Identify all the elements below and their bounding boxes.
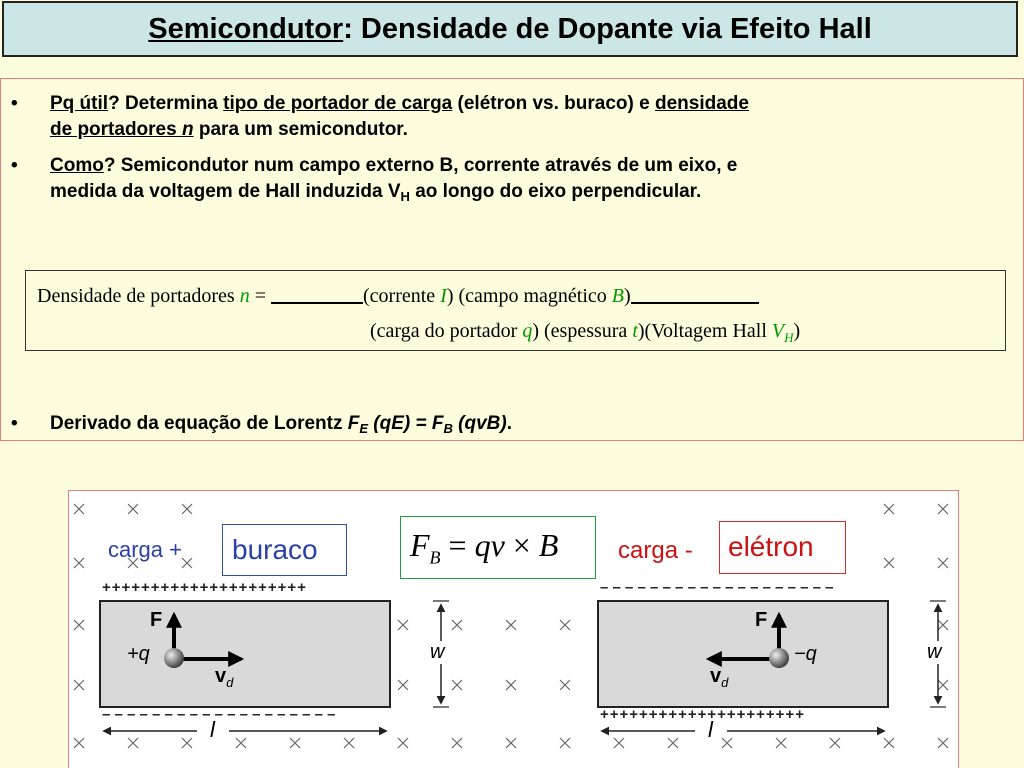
var-F: F	[347, 413, 360, 434]
var-q: q	[522, 320, 533, 342]
bullet-text: ? Semicondutor num campo externo B, corrente através de um eixo, e	[103, 155, 738, 176]
right-top-negative-charges: – – – – – – – – – – – – – – – – – – –	[600, 579, 834, 596]
right-particle-label: −q	[794, 643, 817, 665]
formula-text: )	[793, 320, 801, 342]
field-x-mark	[938, 620, 948, 630]
field-x-mark	[128, 504, 138, 514]
bullet-term: densidade	[654, 93, 749, 114]
lorentz-formula: $F_B$ = qv × B	[410, 527, 559, 568]
field-x-mark	[398, 680, 408, 690]
fraction-bar	[271, 302, 363, 304]
field-x-mark	[722, 738, 732, 748]
left-length-label: l	[210, 717, 215, 742]
bullet-lorentz-text	[50, 411, 512, 437]
field-x-mark	[398, 620, 408, 630]
field-x-mark	[74, 680, 84, 690]
field-x-mark	[938, 558, 948, 568]
field-x-mark	[398, 738, 408, 748]
bullet-usefulness	[9, 91, 1014, 143]
right-semiconductor-slab	[598, 601, 888, 707]
field-x-mark	[776, 738, 786, 748]
right-width-label: w	[927, 641, 942, 663]
bullet-question: Como	[50, 155, 104, 176]
field-x-mark	[614, 738, 624, 748]
formula-equals: =	[249, 285, 271, 307]
var-t: t	[632, 320, 638, 342]
formula-text: )(Voltagem Hall	[637, 320, 772, 342]
left-velocity-label: $v_d$	[215, 665, 234, 690]
var-B: B	[611, 285, 624, 307]
bullet-text: ao longo do eixo perpendicular.	[409, 181, 702, 202]
left-force-label: F	[150, 609, 163, 631]
slide-title	[148, 13, 872, 46]
title-rest: : Densidade de Dopante via Efeito Hall	[343, 12, 872, 45]
subscript: B	[443, 421, 453, 436]
right-length-label: l	[708, 717, 713, 742]
left-width-label: w	[430, 641, 445, 663]
bullet-term	[50, 119, 194, 140]
field-x-mark	[182, 504, 192, 514]
bullet-question: Pq útil	[50, 93, 109, 114]
field-x-mark	[830, 738, 840, 748]
field-x-mark	[884, 504, 894, 514]
field-x-mark	[560, 738, 570, 748]
right-velocity-label: $v_d$	[710, 665, 729, 690]
formula-prefix: Densidade de portadores	[37, 285, 240, 307]
field-x-mark	[506, 620, 516, 630]
subscript: H	[400, 189, 410, 204]
field-x-mark	[506, 738, 516, 748]
var-I: I	[440, 285, 447, 307]
content-box	[0, 78, 1024, 441]
field-x-mark	[74, 558, 84, 568]
field-x-mark	[560, 620, 570, 630]
bullet-method	[9, 153, 1014, 205]
field-x-mark	[938, 680, 948, 690]
bullet-text: (qvB)	[452, 413, 507, 434]
field-x-mark	[938, 504, 948, 514]
field-x-mark	[884, 558, 894, 568]
field-x-mark	[128, 738, 138, 748]
field-x-mark	[668, 738, 678, 748]
bullet-dot: •	[11, 93, 18, 114]
left-particle-label: +q	[127, 643, 150, 665]
right-force-label: F	[755, 609, 768, 631]
title-underlined: Semicondutor	[148, 12, 344, 45]
left-bottom-negative-charges: – – – – – – – – – – – – – – – – – – –	[102, 706, 336, 723]
field-x-mark	[290, 738, 300, 748]
left-charge-label: carga +	[108, 537, 182, 562]
var-V: V	[771, 320, 785, 342]
formula-numerator-line	[37, 285, 759, 308]
left-charge-particle	[164, 648, 184, 668]
formula-text: ) (espessura	[532, 320, 633, 342]
bullet-text: Derivado da equação de Lorentz	[50, 413, 348, 434]
bullet-term-text: de portadores	[50, 119, 182, 140]
formula-box	[25, 270, 1006, 351]
right-charge-particle	[769, 648, 789, 668]
field-x-mark	[452, 680, 462, 690]
bullet-text: (elétron vs. buraco) e	[452, 93, 655, 114]
title-bar	[2, 1, 1018, 57]
hall-effect-diagram	[68, 490, 959, 768]
bullet-term: tipo de portador de carga	[223, 93, 453, 114]
left-top-positive-charges: +++++++++++++++++++++	[102, 579, 307, 596]
bullet-list	[9, 91, 1014, 215]
formula-denominator-line	[370, 320, 800, 346]
field-x-mark	[452, 620, 462, 630]
field-x-mark	[344, 738, 354, 748]
field-x-mark	[884, 738, 894, 748]
var-F: F	[431, 413, 444, 434]
right-bottom-positive-charges: +++++++++++++++++++++	[600, 706, 805, 723]
field-x-mark	[74, 504, 84, 514]
field-x-mark	[182, 558, 192, 568]
hole-label: buraco	[232, 534, 318, 565]
bullet-text: ? Determina	[108, 93, 224, 114]
field-x-mark	[938, 738, 948, 748]
bullet-text: para um semicondutor.	[193, 119, 408, 140]
var-n: n	[239, 285, 250, 307]
formula-text: (corrente	[363, 285, 441, 307]
field-x-mark	[74, 620, 84, 630]
formula-text: ) (campo magnético	[446, 285, 612, 307]
fraction-bar	[631, 302, 759, 304]
var-n: n	[181, 119, 194, 140]
bullet-text: medida da voltagem de Hall induzida V	[50, 181, 401, 202]
formula-text: (carga do portador	[370, 320, 523, 342]
field-x-mark	[452, 738, 462, 748]
bullet-dot: •	[11, 155, 18, 176]
field-x-mark	[74, 738, 84, 748]
field-x-mark	[560, 680, 570, 690]
bullet-text: .	[506, 413, 513, 434]
formula-text: )	[624, 285, 631, 307]
field-x-mark	[182, 738, 192, 748]
right-charge-label: carga -	[618, 537, 693, 564]
subscript: E	[359, 421, 369, 436]
field-x-mark	[236, 738, 246, 748]
bullet-text: (qE) =	[368, 413, 432, 434]
bullet-dot: •	[11, 413, 18, 434]
subscript: H	[784, 330, 794, 345]
field-x-mark	[506, 680, 516, 690]
electron-label: elétron	[728, 531, 814, 562]
